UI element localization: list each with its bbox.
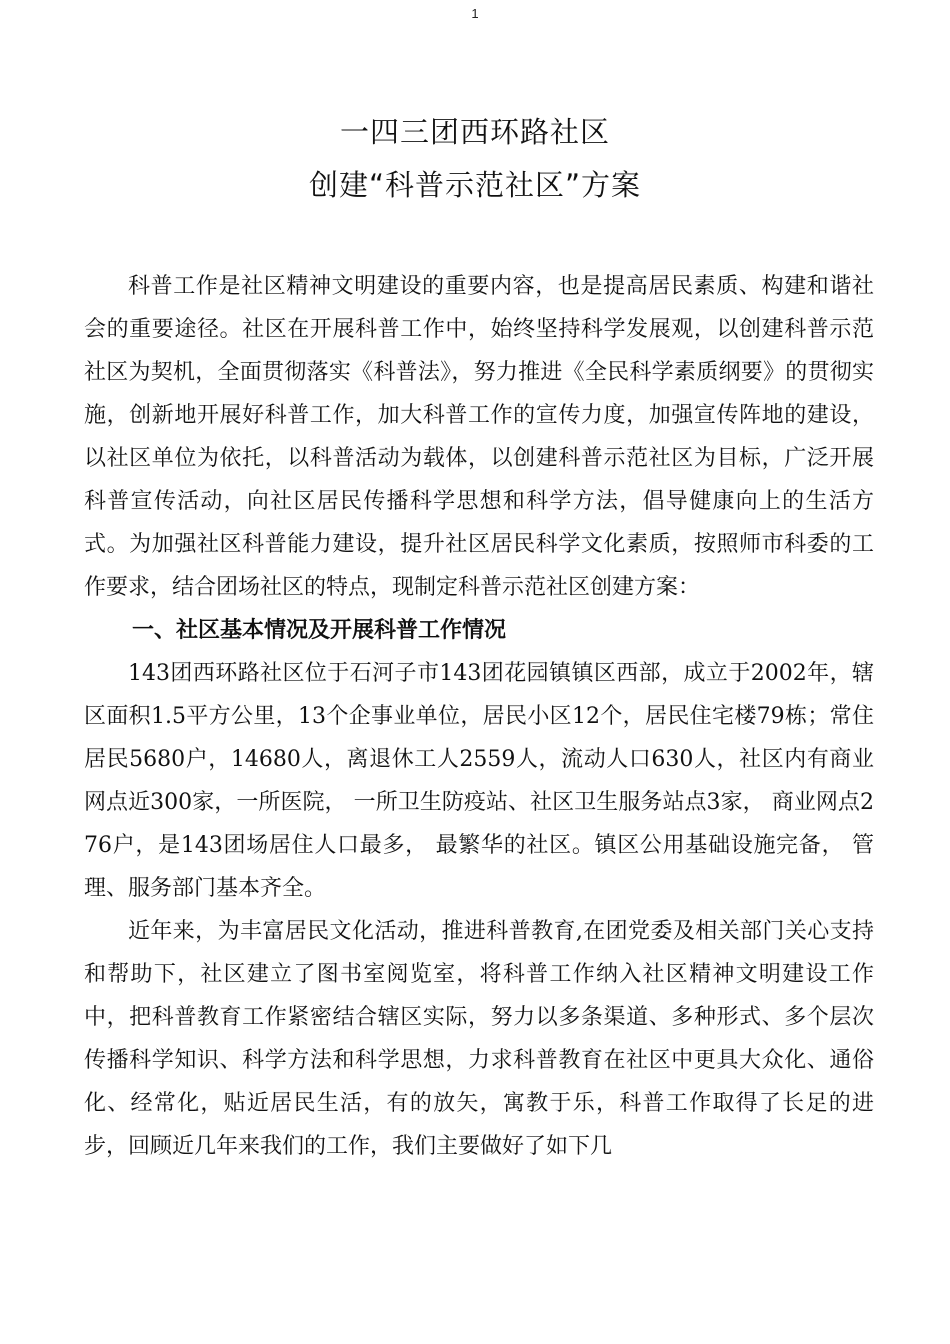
recent-work-paragraph: 近年来，为丰富居民文化活动，推进科普教育,在团党委及相关部门关心支持和帮助下，社区建立了图书室阅览室，将科普工作纳入社区精神文明建设工作中，把科普教育工作紧密结合辖区实际，努力以多条渠道、多种形式、多个层次传播科学知识、科学方法和科学思想，力求科普教育在社区中更具大众化、通俗化、经常化，贴近居民生活，有的放矢，寓教于乐，科普工作取得了长足的进步，回顾近几年来我们的工作，我们主要做好了如下几 (84, 919, 874, 1159)
document-title-line-1: 一四三团西环路社区 (339, 115, 610, 149)
page-number: 1 (471, 6, 479, 21)
document-title-line-2: 创建“科普示范社区”方案 (308, 168, 642, 202)
community-overview-paragraph: 143团西环路社区位于石河子市143团花园镇镇区西部，成立于2002年，辖区面积1.5平方公里，13个企事业单位，居民小区12个，居民住宅楼79栋；常住居民5680户，14680人，离退休工人2559人，流动人口630人，社区内有商业网点近300家，一所医院， 一所卫生防疫站、社区卫生服务站点3家， 商业网点276户，是143团场居住人口最多， 最繁华的社区。镇区公用基础设施完备， 管理、服务部门基本齐全。 (84, 661, 874, 901)
intro-paragraph: 科普工作是社区精神文明建设的重要内容，也是提高居民素质、构建和谐社会的重要途径。社区在开展科普工作中，始终坚持科学发展观，以创建科普示范社区为契机，全面贯彻落实《科普法》，努力推进《全民科学素质纲要》的贯彻实施，创新地开展好科普工作，加大科普工作的宣传力度，加强宣传阵地的建设，以社区单位为依托，以科普活动为载体，以创建科普示范社区为目标，广泛开展科普宣传活动，向社区居民传播科学思想和科学方法，倡导健康向上的生活方式。为加强社区科普能力建设，提升社区居民科学文化素质，按照师市科委的工作要求，结合团场社区的特点，现制定科普示范社区创建方案： (84, 274, 874, 600)
section-heading: 一、社区基本情况及开展科普工作情况 (132, 618, 507, 643)
document-body (84, 265, 874, 1168)
